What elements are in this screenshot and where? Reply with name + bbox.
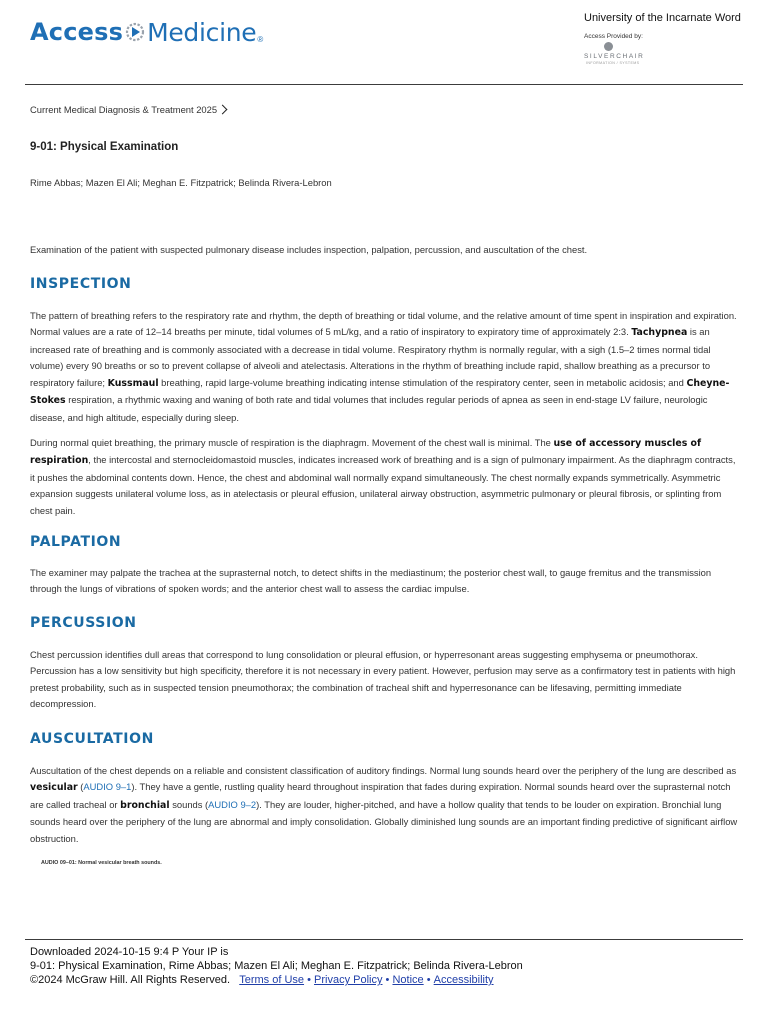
footer-copyright-line bbox=[30, 973, 494, 987]
palpation-paragraph: The examiner may palpate the trachea at the suprasternal notch, to detect shifts in the mediastinum; the posterior chest wall, to gauge fremitus and the transmission through the lungs of vibrations of spoken words; and the anterior chest wall to assess the cardiac impulse. bbox=[30, 567, 712, 595]
access-provided-by-label: Access Provided by: bbox=[584, 33, 643, 40]
silverchair-logo-subtext: INFORMATION / SYSTEMS bbox=[586, 61, 640, 65]
section-heading-percussion: PERCUSSION bbox=[30, 615, 137, 631]
footer-bullet: • bbox=[307, 974, 311, 986]
breadcrumb[interactable] bbox=[30, 104, 226, 115]
page-title: 9-01: Physical Examination bbox=[30, 141, 179, 153]
footer-citation: 9-01: Physical Examination, Rime Abbas; Mazen El Ali; Meghan E. Fitzpatrick; Belinda Rivera-Lebron bbox=[30, 960, 523, 972]
section-heading-inspection: INSPECTION bbox=[30, 276, 132, 292]
audio-9-1-link[interactable]: AUDIO 9–1 bbox=[83, 781, 132, 793]
keyword-kussmaul: Kussmaul bbox=[107, 377, 159, 389]
footer-copyright: ©2024 McGraw Hill. All Rights Reserved. bbox=[30, 974, 231, 986]
logo-access-text: Access bbox=[30, 18, 124, 46]
keyword-bronchial: bronchial bbox=[120, 799, 170, 811]
authors: Rime Abbas; Mazen El Ali; Meghan E. Fitzpatrick; Belinda Rivera-Lebron bbox=[30, 177, 332, 188]
notice-link[interactable]: Notice bbox=[392, 974, 424, 986]
terms-of-use-link[interactable]: Terms of Use bbox=[239, 974, 305, 986]
percussion-paragraph: Chest percussion identifies dull areas that correspond to lung consolidation or pleural effusion, or hyperresonant areas suggesting emphysema or pneumothorax. Percussion has a low sensitivity but high specificity, therefore it is not necessary in every patient. However, perfusion may serve as a confirmatory test in patients with high pretest probability, such as in suspected tension pneumothorax; the combination of tracheal shift and hyperresonance can be lifesaving, permitting immediate decompression. bbox=[30, 649, 736, 710]
silverchair-logo-icon bbox=[604, 42, 613, 51]
audio-9-2-link[interactable]: AUDIO 9–2 bbox=[208, 798, 257, 810]
privacy-policy-link[interactable]: Privacy Policy bbox=[314, 974, 383, 986]
logo-registered-mark: ® bbox=[257, 35, 264, 44]
accessmedicine-logo[interactable] bbox=[30, 12, 263, 52]
footer-bullet: • bbox=[385, 974, 390, 986]
footer-downloaded: Downloaded 2024-10-15 9:4 P Your IP is bbox=[30, 946, 229, 958]
accessibility-link[interactable]: Accessibility bbox=[433, 974, 494, 986]
footer-bullet: • bbox=[426, 974, 431, 986]
header-divider bbox=[25, 84, 743, 85]
keyword-cheyne-stokes: Cheyne-Stokes bbox=[30, 377, 730, 407]
footer-divider bbox=[25, 939, 743, 940]
inspection-paragraph-1: The pattern of breathing refers to the respiratory rate and rhythm, the depth of breathing or tidal volume, and the relative amount of time spent in inspiration and expiration. Normal values are a rate of 12–14 breaths per minute, tidal volumes of 5 mL/kg, and a ratio of inspiratory to expiratory time of approximately 2:3. Tachypnea is an increased rate of breathing and is commonly associated with a decrease in tidal volume. Respiratory rhythm is normally regular, with a sigh (1.5–2 times normal tidal volume) every 90 breaths or so to prevent collapse of alveoli and atelectasis. Alterations in the rhythm of breathing include rapid, shallow breathing as a precursor to respiratory failure; Kussmaul breathing, rapid large-volume breathing indicating intense stimulation of the respiratory center, seen in metabolic acidosis; and Cheyne-Stokes respiration, a rhythmic waxing and waning of both rate and tidal volumes that includes regular periods of apnea as seen in end-stage LV failure, neurologic disease, and high altitude, especially during sleep. bbox=[30, 310, 737, 423]
silverchair-logo-text: SILVERCHAIR bbox=[584, 53, 645, 60]
audio-caption: AUDIO 09–01: Normal vesicular breath sounds. bbox=[41, 860, 162, 866]
logo-gear-icon bbox=[124, 21, 146, 43]
institution-name: University of the Incarnate Word bbox=[584, 12, 741, 24]
keyword-accessory-muscles: use of accessory muscles of respiration bbox=[30, 438, 702, 467]
logo-medicine-text: Medicine bbox=[147, 17, 257, 47]
inspection-paragraph-2: During normal quiet breathing, the primary muscle of respiration is the diaphragm. Movement of the chest wall is minimal. The use of accessory muscles of respiration, the intercostal and sternocleidomastoid muscles, indicates increased work of breathing and is a sign of pulmonary impairment. As the diaphragm contracts, it pushes the abdominal contents down. Hence, the chest and abdominal wall normally expand simultaneously. The chest normally expands symmetrically. Asymmetric expansion suggests unilateral volume loss, as in atelectasis or pleural effusion, unilateral airway obstruction, asymmetric pulmonary or pleural fibrosis, or splinting from chest pain. bbox=[30, 437, 736, 516]
chevron-right-icon bbox=[218, 105, 228, 115]
auscultation-paragraph: Auscultation of the chest depends on a reliable and consistent classification of auditory findings. Normal lung sounds heard over the periphery of the lung are described as vesicular (AUDIO 9–1). They have a gentle, rustling quality heard throughout inspiration that fades during expiration. Normal sounds heard over the suprasternal notch are called tracheal or bronchial sounds (AUDIO 9–2). They are louder, higher-pitched, and have a hollow quality that tends to be louder on expiration. Bronchial lung sounds heard over the periphery of the lung are abnormal and imply consolidation. Globally diminished lung sounds are an important finding predictive of significant airflow obstruction. bbox=[30, 765, 738, 844]
section-heading-auscultation: AUSCULTATION bbox=[30, 731, 154, 747]
section-heading-palpation: PALPATION bbox=[30, 534, 122, 550]
keyword-tachypnea: Tachypnea bbox=[631, 327, 688, 339]
breadcrumb-book-link[interactable]: Current Medical Diagnosis & Treatment 2025 bbox=[30, 104, 218, 115]
keyword-vesicular: vesicular bbox=[30, 782, 78, 794]
intro-paragraph: Examination of the patient with suspected pulmonary disease includes inspection, palpation, percussion, and auscultation of the chest. bbox=[30, 244, 588, 255]
